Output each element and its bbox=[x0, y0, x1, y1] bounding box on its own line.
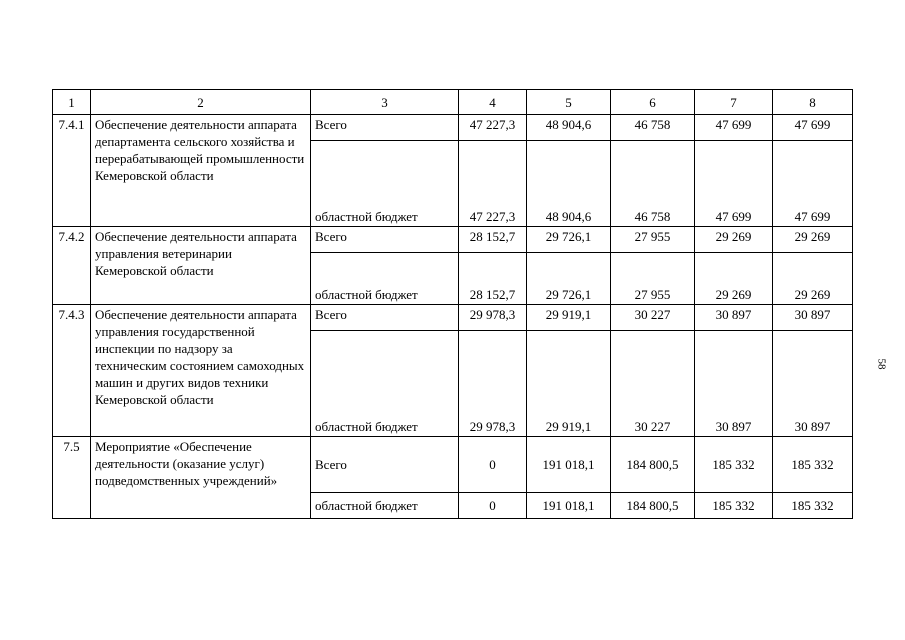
row-number: 7.5 bbox=[53, 437, 91, 519]
value-cell: 29 919,1 bbox=[527, 305, 611, 331]
value-cell: 30 227 bbox=[611, 305, 695, 331]
value-cell: 48 904,6 bbox=[527, 141, 611, 227]
value-cell: 0 bbox=[459, 493, 527, 519]
value-cell: 30 897 bbox=[695, 331, 773, 437]
value-cell: 29 269 bbox=[695, 227, 773, 253]
row-number: 7.4.1 bbox=[53, 115, 91, 227]
value-cell: 47 699 bbox=[695, 141, 773, 227]
value-cell: 185 332 bbox=[695, 437, 773, 493]
page-number: 58 bbox=[875, 358, 888, 370]
value-cell: 184 800,5 bbox=[611, 437, 695, 493]
value-cell: 29 269 bbox=[773, 253, 853, 305]
row-number: 7.4.2 bbox=[53, 227, 91, 305]
row-name: Обеспечение деятельности аппарата управления государственной инспекции по надзору за техническим состоянием самоходных машин и других видов техники Кемеровской области bbox=[91, 305, 311, 437]
source-label: Всего bbox=[311, 437, 459, 493]
header-cell: 8 bbox=[773, 90, 853, 115]
value-cell: 27 955 bbox=[611, 227, 695, 253]
header-cell: 4 bbox=[459, 90, 527, 115]
value-cell: 47 699 bbox=[773, 141, 853, 227]
row-name: Обеспечение деятельности аппарата управления ветеринарии Кемеровской области bbox=[91, 227, 311, 305]
value-cell: 30 897 bbox=[695, 305, 773, 331]
value-cell: 29 726,1 bbox=[527, 253, 611, 305]
value-cell: 29 978,3 bbox=[459, 305, 527, 331]
source-label: Всего bbox=[311, 115, 459, 141]
source-label: Всего bbox=[311, 305, 459, 331]
table-row bbox=[53, 305, 853, 331]
source-label: областной бюджет bbox=[311, 141, 459, 227]
row-name: Мероприятие «Обеспечение деятельности (оказание услуг) подведомственных учреждений» bbox=[91, 437, 311, 519]
header-cell: 5 bbox=[527, 90, 611, 115]
header-cell: 1 bbox=[53, 90, 91, 115]
header-cell: 2 bbox=[91, 90, 311, 115]
value-cell: 29 919,1 bbox=[527, 331, 611, 437]
value-cell: 29 269 bbox=[695, 253, 773, 305]
value-cell: 47 699 bbox=[695, 115, 773, 141]
value-cell: 30 897 bbox=[773, 305, 853, 331]
value-cell: 0 bbox=[459, 437, 527, 493]
value-cell: 30 897 bbox=[773, 331, 853, 437]
budget-table bbox=[52, 89, 853, 519]
value-cell: 184 800,5 bbox=[611, 493, 695, 519]
header-cell: 6 bbox=[611, 90, 695, 115]
value-cell: 29 726,1 bbox=[527, 227, 611, 253]
value-cell: 48 904,6 bbox=[527, 115, 611, 141]
source-label: Всего bbox=[311, 227, 459, 253]
value-cell: 28 152,7 bbox=[459, 227, 527, 253]
table-row bbox=[53, 115, 853, 141]
value-cell: 47 227,3 bbox=[459, 115, 527, 141]
source-label: областной бюджет bbox=[311, 253, 459, 305]
row-number: 7.4.3 bbox=[53, 305, 91, 437]
table-row bbox=[53, 227, 853, 253]
value-cell: 28 152,7 bbox=[459, 253, 527, 305]
header-cell: 3 bbox=[311, 90, 459, 115]
value-cell: 46 758 bbox=[611, 115, 695, 141]
value-cell: 191 018,1 bbox=[527, 493, 611, 519]
value-cell: 29 978,3 bbox=[459, 331, 527, 437]
source-label: областной бюджет bbox=[311, 493, 459, 519]
value-cell: 29 269 bbox=[773, 227, 853, 253]
value-cell: 47 699 bbox=[773, 115, 853, 141]
header-row bbox=[53, 90, 853, 115]
value-cell: 30 227 bbox=[611, 331, 695, 437]
header-cell: 7 bbox=[695, 90, 773, 115]
source-label: областной бюджет bbox=[311, 331, 459, 437]
value-cell: 191 018,1 bbox=[527, 437, 611, 493]
value-cell: 185 332 bbox=[773, 437, 853, 493]
table-row bbox=[53, 437, 853, 493]
row-name: Обеспечение деятельности аппарата департамента сельского хозяйства и перерабатывающей промышленности Кемеровской области bbox=[91, 115, 311, 227]
value-cell: 185 332 bbox=[773, 493, 853, 519]
value-cell: 46 758 bbox=[611, 141, 695, 227]
value-cell: 185 332 bbox=[695, 493, 773, 519]
value-cell: 27 955 bbox=[611, 253, 695, 305]
value-cell: 47 227,3 bbox=[459, 141, 527, 227]
